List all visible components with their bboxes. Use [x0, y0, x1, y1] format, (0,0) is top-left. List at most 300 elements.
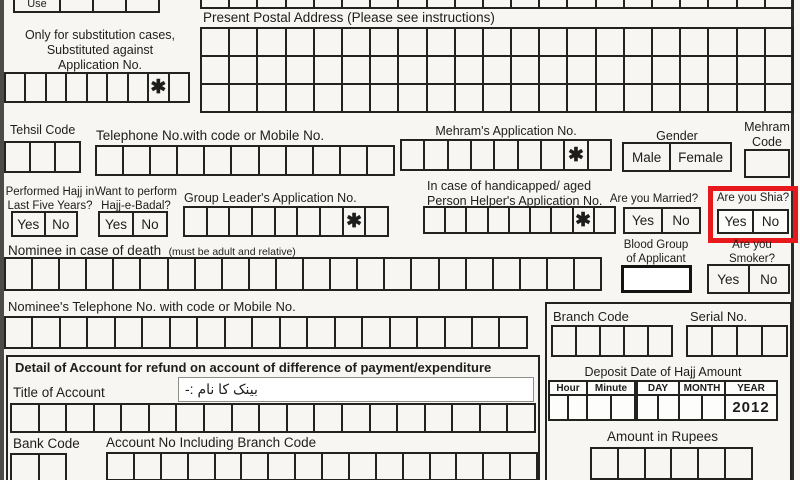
- box-cell[interactable]: [597, 83, 625, 113]
- box-cell[interactable]: [277, 257, 304, 291]
- box-cell[interactable]: [625, 27, 653, 57]
- box-cell[interactable]: [738, 83, 766, 113]
- box-cell[interactable]: [766, 0, 794, 9]
- box-cell[interactable]: [169, 257, 196, 291]
- deposit-year-header: YEAR: [726, 382, 776, 396]
- box-cell[interactable]: [198, 316, 225, 349]
- box-cell[interactable]: [709, 83, 737, 113]
- box-cell[interactable]: [569, 396, 586, 419]
- box-cell[interactable]: [568, 83, 596, 113]
- box-cell[interactable]: [481, 403, 509, 433]
- amount-boxes: [590, 447, 753, 480]
- blood-group-label: Blood Group of Applicant: [623, 239, 689, 265]
- box-cell[interactable]: [428, 27, 456, 57]
- box-cell[interactable]: [230, 55, 258, 85]
- box-cell[interactable]: [699, 447, 726, 480]
- box-cell[interactable]: [495, 139, 518, 171]
- box-cell[interactable]: [122, 403, 150, 433]
- box-cell[interactable]: [371, 83, 399, 113]
- box-cell[interactable]: [425, 139, 448, 171]
- box-cell[interactable]: [31, 141, 56, 173]
- box-cell[interactable]: [709, 0, 737, 9]
- box-cell[interactable]: [288, 403, 316, 433]
- box-cell[interactable]: [619, 447, 646, 480]
- box-cell[interactable]: [446, 206, 467, 234]
- box-cell[interactable]: [371, 0, 399, 9]
- box-cell[interactable]: [746, 149, 790, 178]
- box-cell[interactable]: [124, 145, 151, 176]
- box-cell[interactable]: [208, 206, 231, 237]
- grid-row: [200, 27, 794, 57]
- box-cell[interactable]: [287, 145, 314, 176]
- box-cell[interactable]: [196, 257, 223, 291]
- box-cell[interactable]: [653, 83, 681, 113]
- box-cell[interactable]: [766, 55, 794, 85]
- box-cell[interactable]: [709, 27, 737, 57]
- box-cell[interactable]: [681, 83, 709, 113]
- box-cell[interactable]: [738, 0, 766, 9]
- box-cell[interactable]: [431, 452, 458, 480]
- branch-code-boxes: [551, 325, 673, 357]
- box-cell[interactable]: [531, 206, 552, 234]
- box-cell[interactable]: [116, 316, 143, 349]
- box-cell[interactable]: [202, 83, 230, 113]
- option-no[interactable]: No: [750, 264, 791, 294]
- box-cell[interactable]: [343, 403, 371, 433]
- box-cell[interactable]: [625, 55, 653, 85]
- shia-options: [717, 209, 789, 234]
- box-cell[interactable]: [625, 0, 653, 9]
- substitution-application-no-boxes: [4, 72, 190, 103]
- box-cell[interactable]: [230, 0, 258, 9]
- box-cell[interactable]: [258, 0, 286, 9]
- box-cell[interactable]: [597, 0, 625, 9]
- box-cell[interactable]: [508, 403, 536, 433]
- box-cell[interactable]: [597, 55, 625, 85]
- box-cell[interactable]: [511, 452, 538, 480]
- box-cell[interactable]: [726, 447, 753, 480]
- deposit-year-value[interactable]: 2012: [732, 399, 770, 416]
- box-cell[interactable]: [453, 403, 481, 433]
- box-cell[interactable]: [202, 27, 230, 57]
- box-cell[interactable]: [484, 0, 512, 9]
- box-cell[interactable]: [398, 403, 426, 433]
- box-cell[interactable]: [12, 403, 40, 433]
- box-cell[interactable]: [494, 257, 521, 291]
- box-cell[interactable]: [150, 403, 178, 433]
- box-cell[interactable]: [646, 447, 673, 480]
- box-cell[interactable]: [343, 83, 371, 113]
- box-cell[interactable]: [114, 257, 141, 291]
- box-cell[interactable]: [33, 316, 60, 349]
- box-cell[interactable]: [540, 55, 568, 85]
- box-cell[interactable]: [404, 452, 431, 480]
- box-cell[interactable]: [230, 206, 253, 237]
- box-cell[interactable]: [625, 325, 649, 357]
- box-cell[interactable]: [512, 83, 540, 113]
- box-cell[interactable]: [377, 452, 404, 480]
- box-cell[interactable]: [456, 0, 484, 9]
- box-cell[interactable]: [269, 452, 296, 480]
- box-cell[interactable]: [189, 452, 216, 480]
- box-cell[interactable]: [589, 139, 612, 171]
- box-cell[interactable]: [472, 139, 495, 171]
- box-cell[interactable]: [456, 55, 484, 85]
- box-cell[interactable]: [371, 27, 399, 57]
- option-no[interactable]: No: [663, 207, 701, 234]
- box-cell[interactable]: [577, 325, 601, 357]
- deposit-month-boxes: [680, 396, 724, 419]
- star-cell[interactable]: ✱: [565, 139, 588, 171]
- account-no-label: Account No Including Branch Code: [106, 435, 317, 450]
- box-cell[interactable]: [230, 83, 258, 113]
- box-cell[interactable]: [368, 145, 395, 176]
- box-cell[interactable]: [205, 403, 233, 433]
- box-cell[interactable]: [553, 325, 577, 357]
- box-cell[interactable]: [766, 27, 794, 57]
- box-cell[interactable]: [680, 396, 703, 419]
- box-cell[interactable]: [314, 145, 341, 176]
- box-cell[interactable]: [681, 0, 709, 9]
- box-cell[interactable]: [542, 139, 565, 171]
- box-cell[interactable]: [258, 27, 286, 57]
- box-cell[interactable]: [258, 83, 286, 113]
- box-cell[interactable]: [709, 55, 737, 85]
- box-cell[interactable]: [276, 206, 299, 237]
- box-cell[interactable]: [489, 206, 510, 234]
- box-cell[interactable]: [473, 316, 500, 349]
- box-cell[interactable]: [763, 325, 788, 357]
- box-cell[interactable]: [540, 0, 568, 9]
- serial-no-boxes: [686, 325, 788, 357]
- box-cell[interactable]: [456, 83, 484, 113]
- box-cell[interactable]: [484, 452, 511, 480]
- box-cell[interactable]: [371, 55, 399, 85]
- box-cell[interactable]: [108, 452, 135, 480]
- box-cell[interactable]: [363, 316, 390, 349]
- box-cell[interactable]: [233, 403, 261, 433]
- box-cell[interactable]: [170, 72, 190, 103]
- box-cell[interactable]: [216, 452, 243, 480]
- box-cell[interactable]: [26, 72, 46, 103]
- box-cell[interactable]: [6, 141, 31, 173]
- option-yes[interactable]: Yes: [625, 207, 663, 234]
- box-cell[interactable]: [428, 55, 456, 85]
- hajj-e-badal-options: [98, 211, 168, 237]
- account-no-boxes: [106, 452, 538, 480]
- hajj-e-badal-label: Want to perform Hajj-e-Badal?: [94, 186, 178, 212]
- mehram-code-label: Mehram Code: [744, 120, 790, 149]
- box-cell[interactable]: [371, 403, 399, 433]
- box-cell[interactable]: [703, 396, 724, 419]
- star-cell[interactable]: ✱: [149, 72, 169, 103]
- box-cell[interactable]: [315, 27, 343, 57]
- box-cell[interactable]: [343, 0, 371, 9]
- box-cell[interactable]: [385, 257, 412, 291]
- box-cell[interactable]: [540, 27, 568, 57]
- box-cell[interactable]: [512, 0, 540, 9]
- box-cell[interactable]: [202, 55, 230, 85]
- box-cell[interactable]: [510, 206, 531, 234]
- box-cell[interactable]: [713, 325, 738, 357]
- deposit-day-header: DAY: [638, 382, 678, 396]
- box-cell[interactable]: [232, 145, 259, 176]
- box-cell[interactable]: [568, 55, 596, 85]
- box-cell[interactable]: [568, 0, 596, 9]
- box-cell[interactable]: [242, 452, 269, 480]
- box-cell[interactable]: [202, 0, 230, 9]
- box-cell[interactable]: [250, 257, 277, 291]
- bank-code-boxes: [10, 453, 67, 480]
- postal-address-grid: [200, 27, 794, 113]
- box-cell[interactable]: [766, 83, 794, 113]
- box-cell[interactable]: [94, 0, 127, 13]
- box-cell[interactable]: [358, 257, 385, 291]
- performed-hajj-label: Performed Hajj in Last Five Years?: [5, 186, 95, 212]
- telephone-boxes: [95, 145, 395, 176]
- box-cell[interactable]: [315, 0, 343, 9]
- tehsil-code-label: Tehsil Code: [10, 123, 76, 137]
- deposit-day-boxes: [638, 396, 678, 419]
- postal-address-label: Present Postal Address (Please see instructions): [203, 10, 495, 25]
- option-no[interactable]: No: [134, 211, 168, 237]
- box-cell[interactable]: [552, 206, 573, 234]
- box-cell[interactable]: [143, 316, 170, 349]
- box-cell[interactable]: [61, 316, 88, 349]
- box-cell[interactable]: [223, 257, 250, 291]
- box-cell[interactable]: [653, 55, 681, 85]
- mehram-application-label: Mehram's Application No.: [435, 124, 577, 138]
- box-cell[interactable]: [253, 206, 276, 237]
- box-cell[interactable]: [151, 145, 178, 176]
- deposit-date-table: [548, 380, 778, 421]
- box-cell[interactable]: [95, 403, 123, 433]
- box-cell[interactable]: [12, 453, 40, 480]
- box-cell[interactable]: [467, 257, 494, 291]
- box-cell[interactable]: [681, 55, 709, 85]
- box-cell[interactable]: [402, 139, 425, 171]
- box-cell[interactable]: [6, 257, 33, 291]
- box-cell[interactable]: [260, 145, 287, 176]
- option-no[interactable]: No: [46, 211, 79, 237]
- box-cell[interactable]: [341, 145, 368, 176]
- nominee-phone-label: Nominee's Telephone No. with code or Mobile No.: [8, 299, 296, 314]
- box-cell[interactable]: [595, 206, 616, 234]
- box-cell[interactable]: [418, 316, 445, 349]
- box-cell[interactable]: [97, 145, 124, 176]
- box-cell[interactable]: [688, 325, 713, 357]
- box-cell[interactable]: [6, 72, 26, 103]
- box-cell[interactable]: [40, 453, 68, 480]
- box-cell[interactable]: [521, 257, 548, 291]
- box-cell[interactable]: [350, 452, 377, 480]
- box-cell[interactable]: [399, 0, 427, 9]
- box-cell[interactable]: [185, 206, 208, 237]
- box-cell[interactable]: [399, 27, 427, 57]
- box-cell[interactable]: [738, 325, 763, 357]
- box-cell[interactable]: [56, 141, 81, 173]
- box-cell[interactable]: [287, 55, 315, 85]
- grid-row: [200, 55, 794, 85]
- tehsil-code-boxes: [4, 141, 81, 173]
- box-cell[interactable]: [323, 452, 350, 480]
- blood-group-box[interactable]: [621, 265, 692, 293]
- box-cell[interactable]: [87, 257, 114, 291]
- box-cell[interactable]: [672, 447, 699, 480]
- grid-row: [200, 83, 794, 113]
- box-cell[interactable]: [399, 55, 427, 85]
- performed-hajj-options: [11, 211, 78, 237]
- box-cell[interactable]: [456, 27, 484, 57]
- box-cell[interactable]: [287, 27, 315, 57]
- box-cell[interactable]: [592, 447, 619, 480]
- office-use-cell: Use: [15, 0, 61, 13]
- box-cell[interactable]: [129, 72, 149, 103]
- mehram-application-boxes: [400, 139, 612, 171]
- box-cell[interactable]: [738, 27, 766, 57]
- box-cell[interactable]: [653, 27, 681, 57]
- box-cell[interactable]: [653, 0, 681, 9]
- box-cell[interactable]: [336, 316, 363, 349]
- option-yes[interactable]: Yes: [100, 211, 134, 237]
- box-cell[interactable]: [178, 145, 205, 176]
- option-yes[interactable]: Yes: [13, 211, 46, 237]
- box-cell[interactable]: [321, 206, 344, 237]
- box-cell[interactable]: [205, 145, 232, 176]
- box-cell[interactable]: [108, 72, 128, 103]
- box-cell[interactable]: [440, 257, 467, 291]
- box-cell[interactable]: [426, 403, 454, 433]
- box-cell[interactable]: [6, 316, 33, 349]
- box-cell[interactable]: [540, 83, 568, 113]
- option-female[interactable]: Female: [671, 142, 732, 172]
- box-cell[interactable]: [315, 55, 343, 85]
- box-cell[interactable]: [88, 316, 115, 349]
- box-cell[interactable]: [281, 316, 308, 349]
- box-cell[interactable]: [47, 72, 67, 103]
- box-cell[interactable]: [391, 316, 418, 349]
- box-cell[interactable]: [568, 27, 596, 57]
- box-cell[interactable]: [638, 396, 659, 419]
- box-cell[interactable]: [61, 0, 94, 13]
- married-options: [623, 207, 701, 234]
- box-cell[interactable]: [366, 206, 389, 237]
- bank-name-urdu-label: بینک کا نام :-: [185, 381, 258, 397]
- box-cell[interactable]: [67, 72, 87, 103]
- box-cell[interactable]: [40, 403, 68, 433]
- married-label: Are you Married?: [609, 193, 699, 205]
- box-cell[interactable]: [428, 83, 456, 113]
- box-cell[interactable]: [287, 83, 315, 113]
- star-cell[interactable]: ✱: [344, 206, 367, 237]
- box-cell[interactable]: [649, 325, 673, 357]
- nominee-label: Nominee in case of death (must be adult and relative): [8, 243, 296, 258]
- box-cell[interactable]: [258, 55, 286, 85]
- deposit-minute-boxes: [588, 396, 634, 419]
- option-yes[interactable]: Yes: [709, 264, 750, 294]
- box-cell[interactable]: [575, 257, 602, 291]
- box-cell[interactable]: [548, 257, 575, 291]
- box-cell[interactable]: [226, 316, 253, 349]
- box-cell[interactable]: [612, 396, 634, 419]
- star-cell[interactable]: ✱: [574, 206, 595, 234]
- box-cell[interactable]: [428, 0, 456, 9]
- box-cell[interactable]: [304, 257, 331, 291]
- box-cell[interactable]: [512, 55, 540, 85]
- box-cell[interactable]: [135, 452, 162, 480]
- box-cell[interactable]: [425, 206, 446, 234]
- box-cell[interactable]: [457, 452, 484, 480]
- box-cell[interactable]: [141, 257, 168, 291]
- box-cell[interactable]: [512, 27, 540, 57]
- amount-label: Amount in Rupees: [606, 429, 719, 444]
- box-cell[interactable]: [484, 55, 512, 85]
- box-cell[interactable]: [399, 83, 427, 113]
- box-cell[interactable]: [449, 139, 472, 171]
- serial-no-label: Serial No.: [690, 309, 748, 324]
- box-cell[interactable]: [287, 0, 315, 9]
- box-cell[interactable]: [588, 396, 612, 419]
- box-cell[interactable]: [88, 72, 108, 103]
- box-cell[interactable]: [484, 83, 512, 113]
- box-cell[interactable]: [681, 27, 709, 57]
- box-cell[interactable]: [127, 0, 160, 13]
- gender-options: [622, 142, 732, 172]
- box-cell[interactable]: [601, 325, 625, 357]
- option-no[interactable]: No: [754, 209, 789, 234]
- option-yes[interactable]: Yes: [719, 209, 754, 234]
- shia-highlight-box: [708, 186, 798, 243]
- box-cell[interactable]: [331, 257, 358, 291]
- box-cell[interactable]: [33, 257, 60, 291]
- box-cell[interactable]: [738, 55, 766, 85]
- box-cell[interactable]: [597, 27, 625, 57]
- box-cell[interactable]: [625, 83, 653, 113]
- box-cell[interactable]: [298, 206, 321, 237]
- box-cell[interactable]: [659, 396, 678, 419]
- deposit-hour-boxes: [550, 396, 586, 419]
- box-cell[interactable]: [162, 452, 189, 480]
- box-cell[interactable]: [484, 27, 512, 57]
- box-cell[interactable]: [60, 257, 87, 291]
- substitution-label: Only for substitution cases, Substituted against Application No.: [24, 28, 176, 72]
- address-top-row: [200, 0, 794, 9]
- box-cell[interactable]: [446, 316, 473, 349]
- box-cell[interactable]: [343, 27, 371, 57]
- deposit-hour-header: Hour: [550, 382, 586, 396]
- box-cell[interactable]: [260, 403, 288, 433]
- box-cell[interactable]: [343, 55, 371, 85]
- box-cell[interactable]: [315, 83, 343, 113]
- box-cell[interactable]: [230, 27, 258, 57]
- option-male[interactable]: Male: [624, 142, 671, 172]
- branch-code-label: Branch Code: [553, 309, 629, 324]
- box-cell[interactable]: [67, 403, 95, 433]
- box-cell[interactable]: [550, 396, 569, 419]
- box-cell[interactable]: [315, 403, 343, 433]
- smoker-options: [707, 264, 790, 294]
- box-cell[interactable]: [253, 316, 280, 349]
- title-of-account-field[interactable]: [178, 377, 534, 402]
- box-cell[interactable]: [500, 316, 527, 349]
- box-cell[interactable]: [296, 452, 323, 480]
- box-cell[interactable]: [177, 403, 205, 433]
- box-cell[interactable]: [412, 257, 439, 291]
- box-cell[interactable]: [308, 316, 335, 349]
- box-cell[interactable]: [519, 139, 542, 171]
- box-cell[interactable]: [467, 206, 488, 234]
- box-cell[interactable]: [171, 316, 198, 349]
